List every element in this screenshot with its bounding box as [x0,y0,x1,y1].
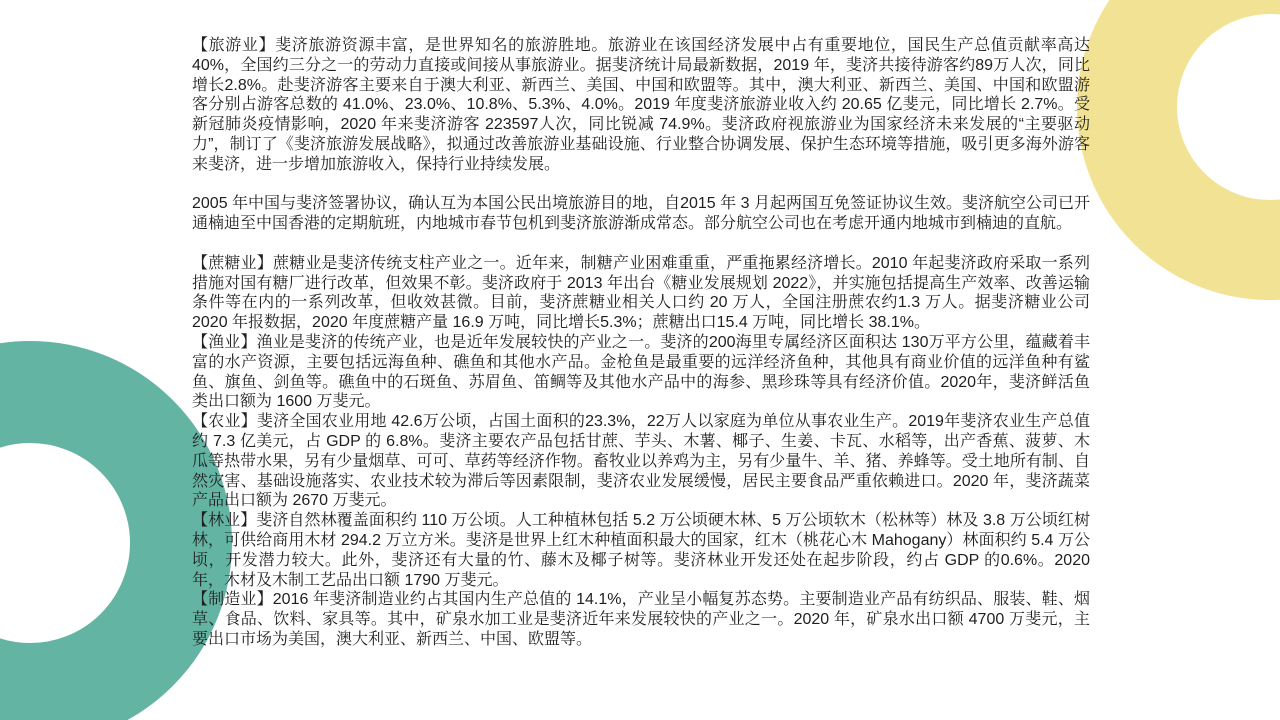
yellow-ring-decoration [1077,0,1280,300]
paragraph-fishery: 【渔业】渔业是斐济的传统产业，也是近年发展较快的产业之一。斐济的200海里专属经济区面积达 130万平方公里，蕴藏着丰富的水产资源，主要包括远海鱼种、礁鱼和其他水产品。金枪鱼是最重要的远洋经济鱼种，其他具有商业价值的远洋鱼种有鲨鱼、旗鱼、剑鱼等。礁鱼中的石斑鱼、苏眉鱼、笛鲷等及其他水产品中的海参、黑珍珠等具有经济价值。2020年，斐济鲜活鱼类出口额为 1600 万斐元。 [192,333,1090,411]
paragraph-forestry: 【林业】斐济自然林覆盖面积约 110 万公顷。人工种植林包括 5.2 万公顷硬木林、5 万公顷软木（松林等）林及 3.8 万公顷红树林，可供给商用木材 294.2 万立方米。斐济是世界上红木种植面积最大的国家，红木（桃花心木 Mahogany）林面积约 5.4 万公顷，开发潜力较大。此外，斐济还有大量的竹、藤木及椰子树等。斐济林业开发还处在起步阶段，约占 GDP 的0.6%。2020 年，木材及木制工艺品出口额 1790 万斐元。 [192,512,1090,589]
paragraph-manufacturing: 【制造业】2016 年斐济制造业约占其国内生产总值的 14.1%，产业呈小幅复苏态势。主要制造业产品有纺织品、服装、鞋、烟草、食品、饮料、家具等。其中，矿泉水加工业是斐济近年来发展较快的产业之一。2020 年，矿泉水出口额 4700 万斐元，主要出口市场为美国，澳大利亚、新西兰、中国、欧盟等。 [192,591,1090,648]
paragraph-china-fiji-travel: 2005 年中国与斐济签署协议，确认互为本国公民出境旅游目的地，自2015 年 3 月起两国互免签证协议生效。斐济航空公司已开通楠迪至中国香港的定期航班，内地城市春节包机到斐济旅游渐成常态。部分航空公司也在考虑开通内地城市到楠迪的直航。 [192,195,1090,233]
slide-content [192,36,1090,650]
paragraph-agriculture: 【农业】斐济全国农业用地 42.6万公顷，占国土面积的23.3%，22万人以家庭为单位从事农业生产。2019年斐济农业生产总值约 7.3 亿美元，占 GDP 的 6.8%。斐济主要农产品包括甘蔗、芋头、木薯、椰子、生姜、卡瓦、水稻等，出产香蕉、菠萝、木瓜等热带水果，另有少量烟草、可可、草药等经济作物。畜牧业以养鸡为主，另有少量牛、羊、猪、养蜂等。受土地所有制、自然灾害、基础设施落实、农业技术较为滞后等因素限制，斐济农业发展缓慢，居民主要食品严重依赖进口。2020 年，斐济蔬菜产品出口额为 2670 万斐元。 [192,413,1090,510]
paragraph-sugar-industry: 【蔗糖业】蔗糖业是斐济传统支柱产业之一。近年来，制糖产业困难重重，严重拖累经济增长。2010 年起斐济政府采取一系列措施对国有糖厂进行改革，但效果不彰。斐济政府于 2013 年出台《糖业发展规划 2022》，并实施包括提高生产效率、改善运输条件等在内的一系列改革，但收效甚微。目前，斐济蔗糖业相关人口约 20 万人，全国注册蔗农约1.3 万人。据斐济糖业公司2020 年报数据，2020 年度蔗糖产量 16.9 万吨，同比增长5.3%；蔗糖出口15.4 万吨，同比增长 38.1%。 [192,254,1090,332]
paragraph-tourism: 【旅游业】斐济旅游资源丰富，是世界知名的旅游胜地。旅游业在该国经济发展中占有重要地位，国民生产总值贡献率高达 40%，全国约三分之一的劳动力直接或间接从事旅游业。据斐济统计局最新数据，2019 年，斐济共接待游客约89万人次，同比增长2.8%。赴斐济游客主要来自于澳大利亚、新西兰、美国、中国和欧盟等。其中，澳大利亚、新西兰、美国、中国和欧盟游客分别占游客总数的 41.0%、23.0%、10.8%、5.3%、4.0%。2019 年度斐济旅游业收入约 20.65 亿斐元，同比增长 2.7%。受新冠肺炎疫情影响，2020 年来斐济游客 223597人次，同比锐减 74.9%。斐济政府视旅游业为国家经济未来发展的“主要驱动力”，制订了《斐济旅游发展战略》，拟通过改善旅游业基础设施、行业整合协调发展、保护生态环境等措施，吸引更多海外游客来斐济，进一步增加旅游收入，保持行业持续发展。 [192,37,1090,173]
